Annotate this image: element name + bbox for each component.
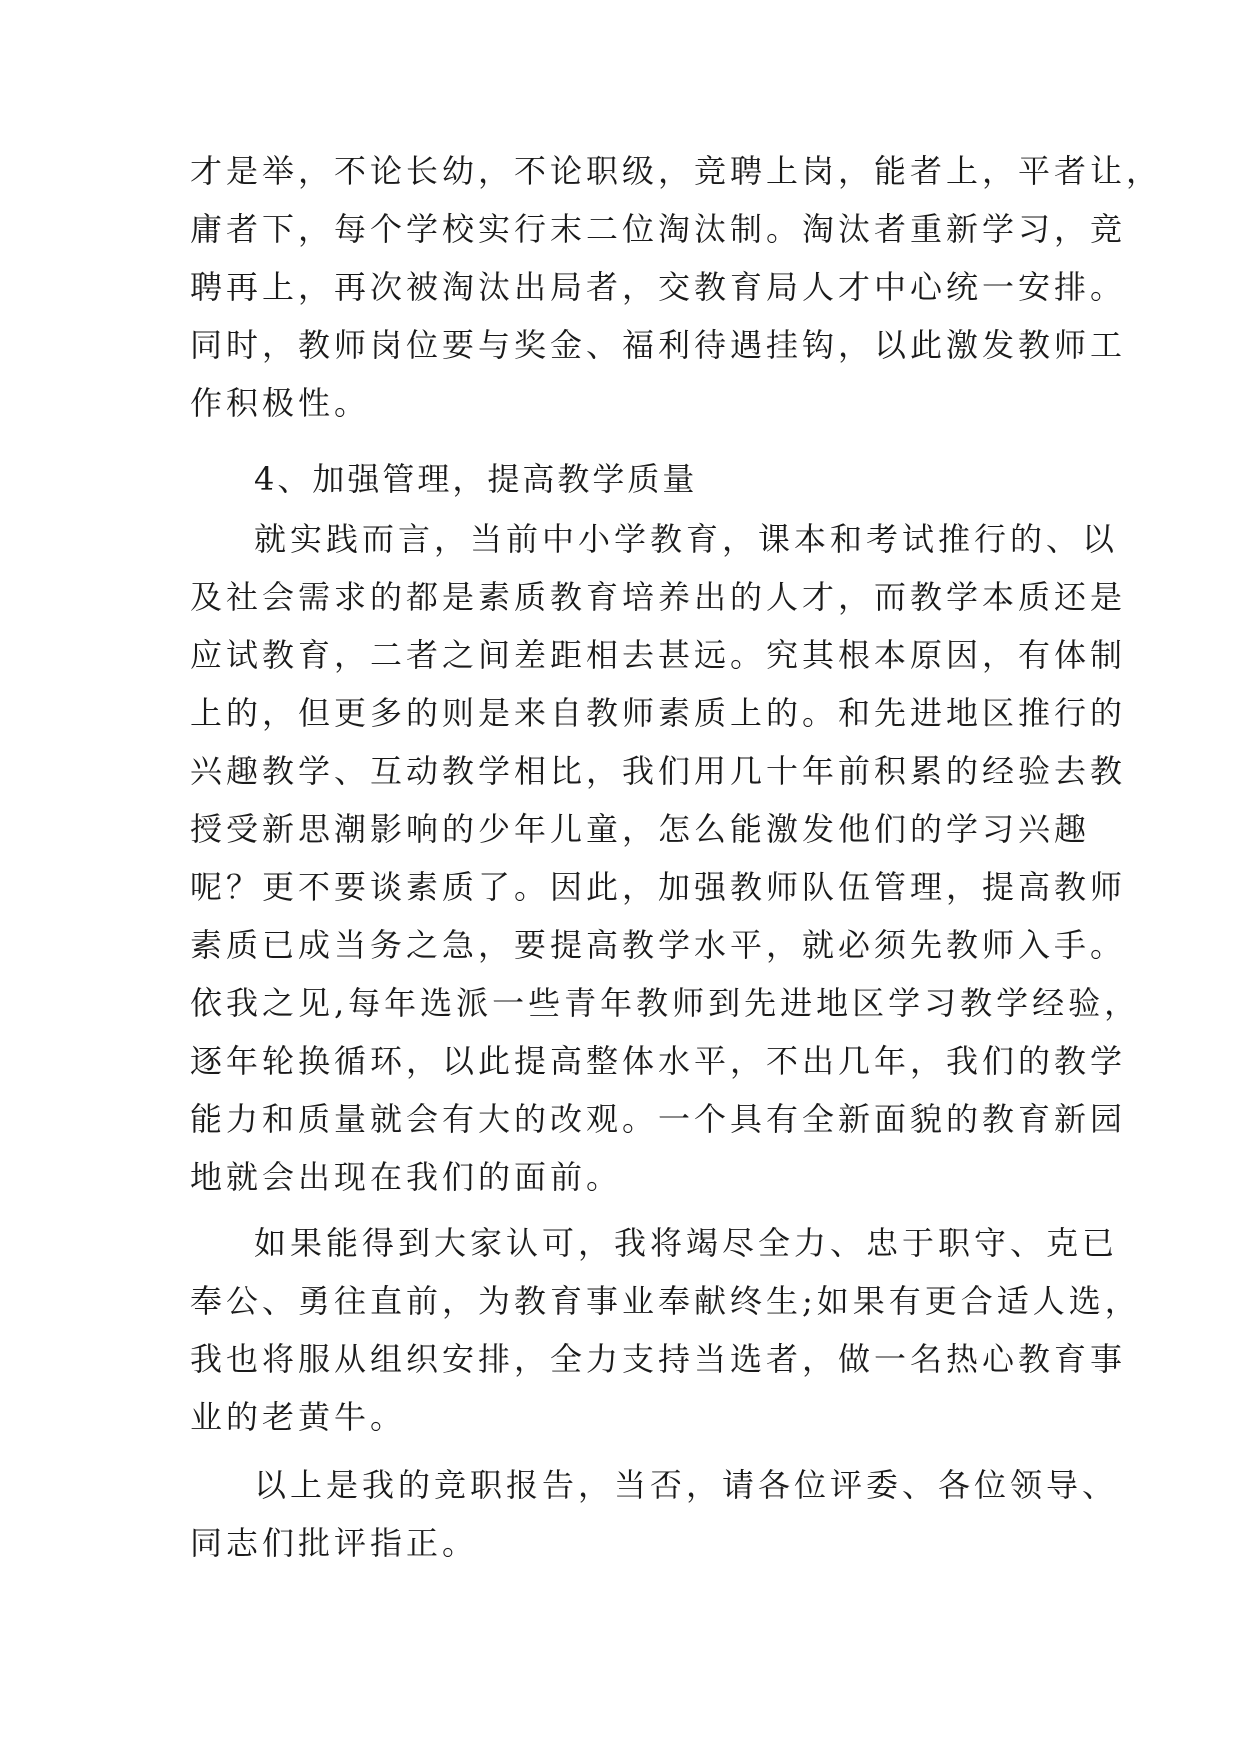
text-line: 业的老黄牛。 xyxy=(190,1398,407,1436)
text-line: 同时，教师岗位要与奖金、福利待遇挂钩，以此激发教师工 xyxy=(190,326,1127,364)
text-line: 就实践而言，当前中小学教育，课本和考试推行的、以 xyxy=(254,520,1119,558)
text-line: 同志们批评指正。 xyxy=(190,1524,479,1562)
text-line: 兴趣教学、互动教学相比，我们用几十年前积累的经验去教 xyxy=(190,752,1127,790)
text-line: 授受新思潮影响的少年儿童，怎么能激发他们的学习兴趣 xyxy=(190,810,1091,848)
text-line: 上的，但更多的则是来自教师素质上的。和先进地区推行的 xyxy=(190,694,1127,732)
text-line: 才是举，不论长幼，不论职级，竞聘上岗，能者上，平者让， xyxy=(190,152,1163,190)
text-line: 地就会出现在我们的面前。 xyxy=(190,1158,623,1196)
text-line: 奉公、勇往直前，为教育事业奉献终生;如果有更合适人选， xyxy=(190,1282,1141,1320)
text-line: 作积极性。 xyxy=(190,384,371,422)
section-heading: 4、加强管理，提高教学质量 xyxy=(254,460,698,498)
text-line: 能力和质量就会有大的改观。一个具有全新面貌的教育新园 xyxy=(190,1100,1127,1138)
text-line: 庸者下，每个学校实行末二位淘汰制。淘汰者重新学习，竞 xyxy=(190,210,1127,248)
text-line: 呢？更不要谈素质了。因此，加强教师队伍管理，提高教师 xyxy=(190,868,1127,906)
text-line: 依我之见,每年选派一些青年教师到先进地区学习教学经验， xyxy=(190,984,1141,1022)
text-line: 素质已成当务之急，要提高教学水平，就必须先教师入手。 xyxy=(190,926,1127,964)
text-line: 如果能得到大家认可，我将竭尽全力、忠于职守、克已 xyxy=(254,1224,1119,1262)
text-line: 逐年轮换循环，以此提高整体水平，不出几年，我们的教学 xyxy=(190,1042,1127,1080)
text-line: 聘再上，再次被淘汰出局者，交教育局人才中心统一安排。 xyxy=(190,268,1127,306)
text-line: 以上是我的竞职报告，当否，请各位评委、各位领导、 xyxy=(254,1466,1119,1504)
text-line: 我也将服从组织安排，全力支持当选者，做一名热心教育事 xyxy=(190,1340,1127,1378)
text-line: 及社会需求的都是素质教育培养出的人才，而教学本质还是 xyxy=(190,578,1127,616)
text-line: 应试教育，二者之间差距相去甚远。究其根本原因，有体制 xyxy=(190,636,1127,674)
